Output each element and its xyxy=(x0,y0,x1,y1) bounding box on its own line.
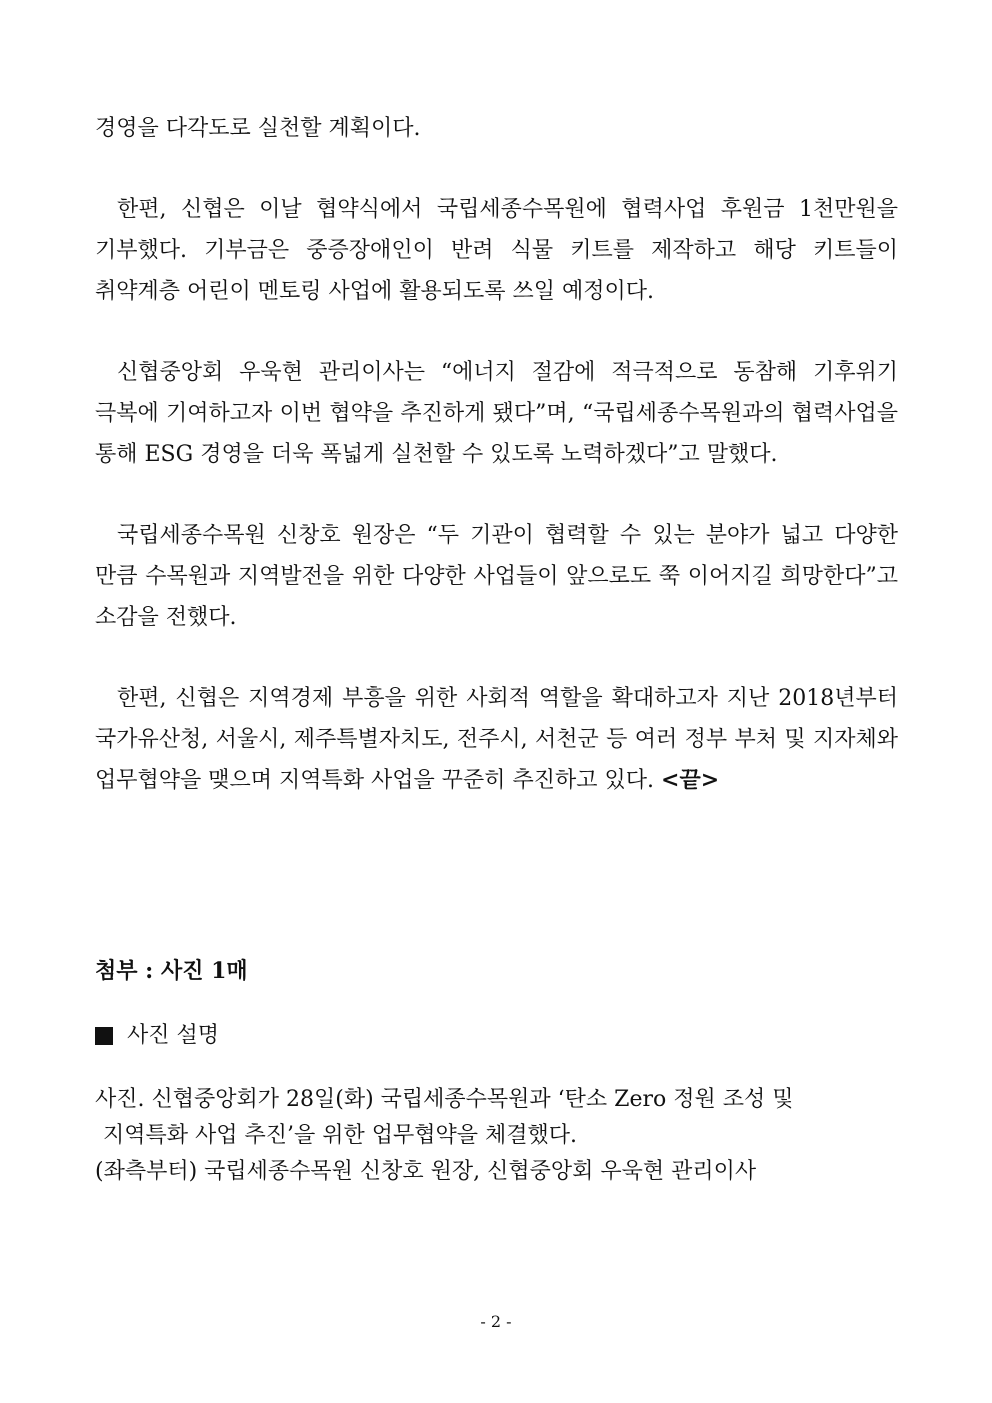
caption-line-2: 지역특화 사업 추진’을 위한 업무협약을 체결했다. xyxy=(103,1123,577,1148)
photo-description-title: 사진 설명 xyxy=(127,1023,220,1048)
page-number: - 2 - xyxy=(480,1312,512,1331)
caption-line-3: (좌측부터) 국립세종수목원 신창호 원장, 신협중앙회 우욱현 관리이사 xyxy=(95,1159,757,1184)
paragraph-arboretum-quote: 국립세종수목원 신창호 원장은 “두 기관이 협력할 수 있는 분야가 넓고 다양한 만큼 수목원과 지역발전을 위한 다양한 사업들이 앞으로도 쭉 이어지길 희망한다”고 소감을 전했다. xyxy=(95,523,898,630)
paragraph-donation: 한편, 신협은 이날 협약식에서 국립세종수목원에 협력사업 후원금 1천만원을 기부했다. 기부금은 중증장애인이 반려 식물 키트를 제작하고 해당 키트들이 취약계층 어린이 멘토링 사업에 활용되도록 쓰일 예정이다. xyxy=(95,197,898,304)
paragraph-shinhyup-quote: 신협중앙회 우욱현 관리이사는 “에너지 절감에 적극적으로 동참해 기후위기 극복에 기여하고자 이번 협약을 추진하게 됐다”며, “국립세종수목원과의 협력사업을 통해 ESG 경영을 더욱 폭넓게 실천할 수 있도록 노력하겠다”고 말했다. xyxy=(95,360,898,467)
photo-description-heading xyxy=(95,1020,219,1052)
paragraph-regional-agreements xyxy=(95,678,898,801)
black-square-icon xyxy=(95,1027,113,1045)
paragraph-regional-text: 한편, 신협은 지역경제 부흥을 위한 사회적 역할을 확대하고자 지난 2018년부터 국가유산청, 서울시, 제주특별자치도, 전주시, 서천군 등 여러 정부 부처 및 지자체와 업무협약을 맺으며 지역특화 사업을 꾸준히 추진하고 있다. xyxy=(95,686,898,793)
end-mark: <끝> xyxy=(661,767,720,793)
paragraph-continuation: 경영을 다각도로 실천할 계획이다. xyxy=(95,116,421,141)
body-text xyxy=(95,108,898,801)
photo-caption xyxy=(95,1082,898,1190)
attachment-label: 첨부 : 사진 1매 xyxy=(95,958,248,984)
caption-line-1: 사진. 신협중앙회가 28일(화) 국립세종수목원과 ‘탄소 Zero 정원 조성 및 xyxy=(95,1087,794,1112)
